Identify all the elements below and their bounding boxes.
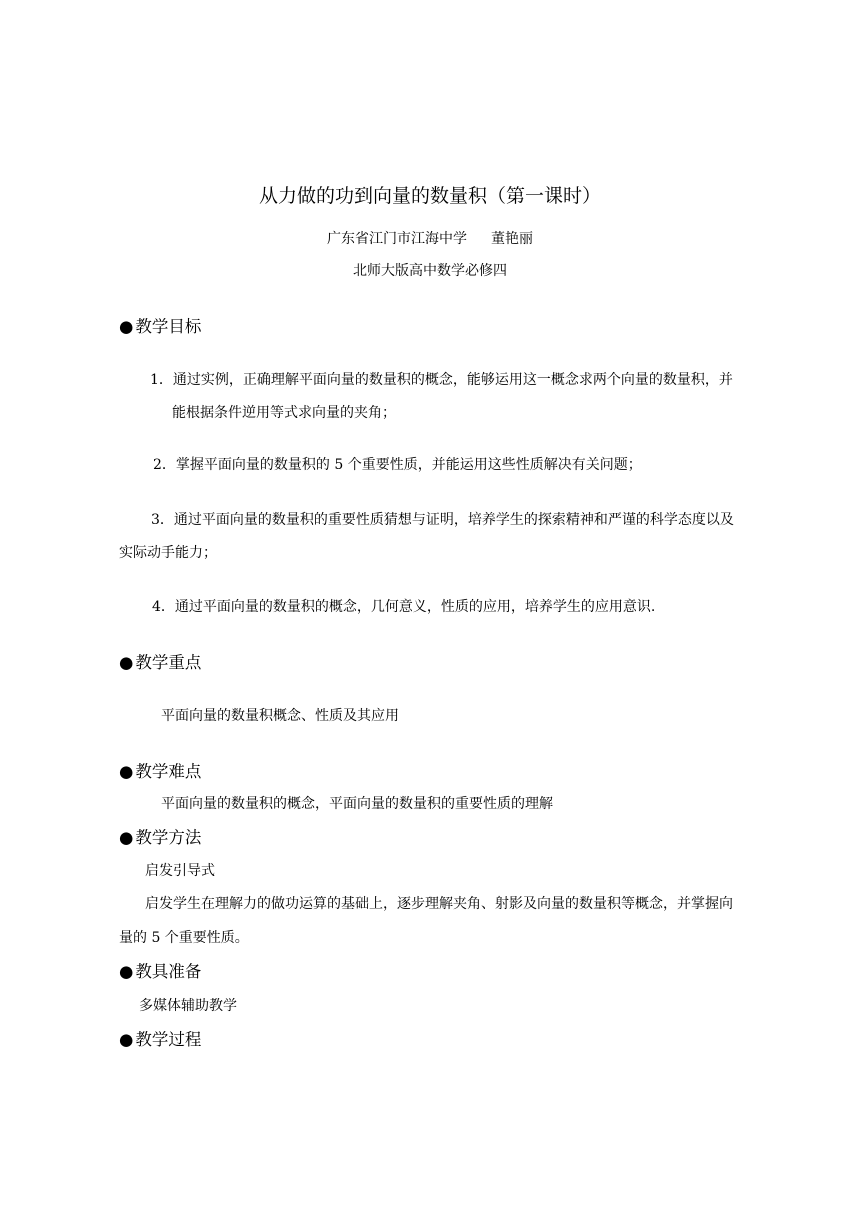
edition-line: 北师大版高中数学必修四 — [353, 263, 507, 279]
author-name: 董艳丽 — [491, 231, 533, 247]
objective-item-1-line-2: 能根据条件逆用等式求向量的夹角； — [172, 405, 396, 421]
objective-number: 1． — [150, 372, 173, 388]
bullet-icon: ● — [119, 762, 134, 781]
key-points-text: 平面向量的数量积概念、性质及其应用 — [161, 708, 399, 724]
objective-number: 4． — [152, 599, 175, 615]
objective-number: 3． — [151, 512, 174, 528]
method-description-line-2: 量的 5 个重要性质。 — [119, 930, 249, 946]
bullet-icon: ● — [119, 317, 134, 336]
section-heading-difficulties: ● 教学难点 — [119, 762, 202, 781]
bullet-icon: ● — [119, 653, 134, 672]
method-name: 启发引导式 — [145, 863, 215, 879]
objective-item-2: 2．掌握平面向量的数量积的 5 个重要性质，并能运用这些性质解决有关问题； — [153, 457, 642, 473]
section-heading-key-points: ● 教学重点 — [119, 653, 202, 672]
author-school: 广东省江门市江海中学 — [327, 231, 467, 247]
section-heading-methods: ● 教学方法 — [119, 828, 202, 847]
objective-item-3-line-1: 3．通过平面向量的数量积的重要性质猜想与证明，培养学生的探索精神和严谨的科学态度以及 — [151, 512, 734, 528]
section-heading-objectives: ● 教学目标 — [119, 317, 202, 336]
bullet-icon: ● — [119, 962, 134, 981]
bullet-icon: ● — [119, 1030, 134, 1049]
objective-item-4: 4．通过平面向量的数量积的概念，几何意义，性质的应用，培养学生的应用意识. — [152, 599, 656, 615]
tools-text: 多媒体辅助教学 — [139, 998, 237, 1014]
objective-number: 2． — [153, 457, 176, 473]
method-description-line-1: 启发学生在理解力的做功运算的基础上，逐步理解夹角、射影及向量的数量积等概念，并掌握向 — [145, 896, 733, 912]
document-title: 从力做的功到向量的数量积（第一课时） — [258, 185, 601, 207]
section-heading-process: ● 教学过程 — [119, 1030, 202, 1049]
objective-item-3-line-2: 实际动手能力； — [119, 545, 217, 561]
author-line — [0, 228, 860, 248]
difficulties-text: 平面向量的数量积的概念，平面向量的数量积的重要性质的理解 — [161, 796, 553, 812]
bullet-icon: ● — [119, 828, 134, 847]
section-heading-tools: ● 教具准备 — [119, 962, 202, 981]
objective-item-1-line-1: 1．通过实例，正确理解平面向量的数量积的概念，能够运用这一概念求两个向量的数量积，并 — [150, 372, 733, 388]
